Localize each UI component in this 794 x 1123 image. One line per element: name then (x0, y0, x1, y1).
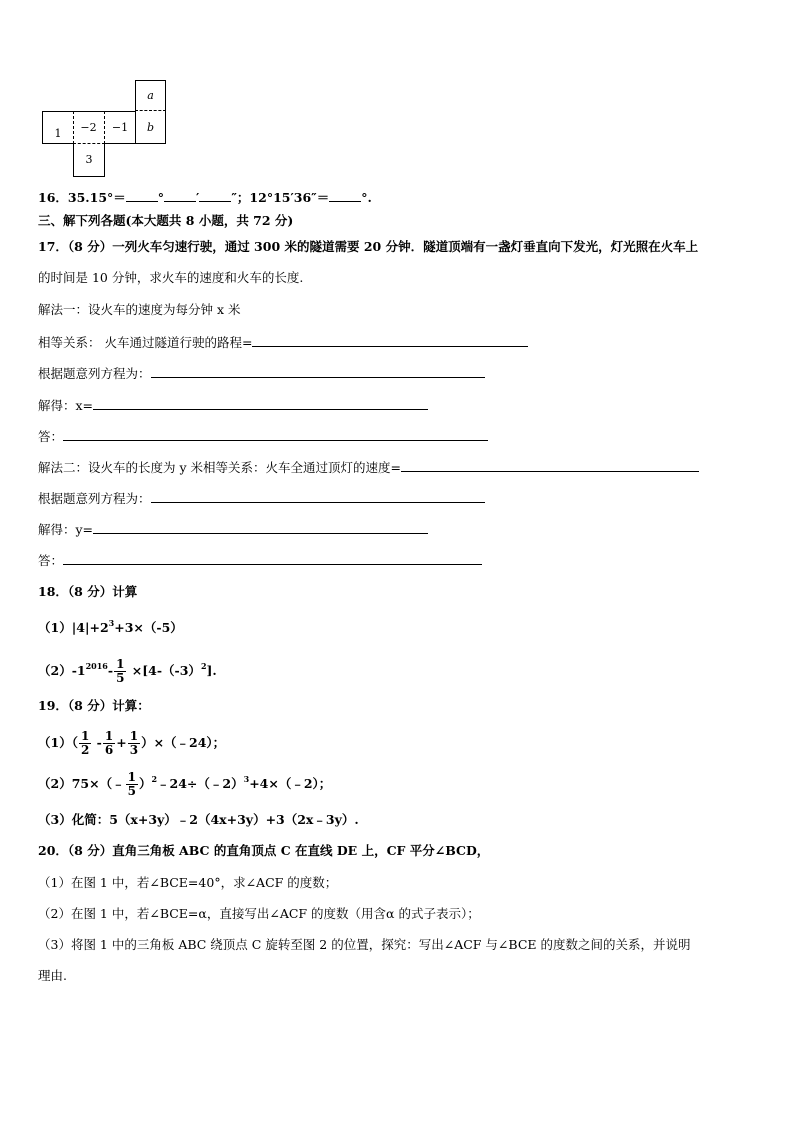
answer-blank[interactable] (93, 397, 428, 410)
net-cell-b (135, 111, 166, 144)
net-cell-minus2 (73, 111, 105, 144)
fraction: $\frac{1}{3}$ (129, 729, 139, 757)
solution-2: 解得：y= (38, 521, 428, 538)
answer-1: 答： (38, 428, 488, 445)
answer-blank[interactable] (401, 459, 699, 472)
answer-blank[interactable] (329, 189, 361, 202)
answer-blank[interactable] (151, 490, 485, 503)
net-label-3: 3 (85, 153, 93, 166)
fraction: $\frac{1}{6}$ (104, 729, 114, 757)
answer-blank[interactable] (126, 189, 158, 202)
answer-blank[interactable] (93, 521, 428, 534)
answer-blank[interactable] (63, 552, 482, 565)
net-label-a: a (147, 89, 154, 102)
question-16: 16．35.15°＝ ° ′ ″；12°15′36″＝ °. (38, 190, 372, 205)
solution-1: 解得：x= (38, 397, 428, 414)
net-label-minus2: −2 (80, 121, 97, 134)
net-cell-a (135, 80, 166, 111)
fraction: $\frac{1}{2}$ (80, 729, 90, 757)
net-label-minus1: −1 (111, 121, 129, 134)
question-18-part1: $(1)|4|+2^3+3\times(-5)$ (38, 618, 183, 635)
fraction: $\frac{1}{5}$ (127, 770, 136, 798)
question-20-part3a: （3）将图 1 中的三角板 ABC 绕顶点 C 旋转至图 2 的位置，探究：写出∠ACF 与∠BCE 的度数之间的关系，并说明 (38, 937, 691, 952)
answer-blank[interactable] (151, 365, 485, 378)
answer-blank[interactable] (63, 428, 488, 441)
equation-2: 根据题意列方程为： (38, 490, 485, 507)
relation-1: 相等关系： 火车通过隧道行驶的路程= (38, 334, 528, 351)
question-20-line1: 20．（8 分）直角三角板 ABC 的直角顶点 C 在直线 DE 上，CF 平分∠BCD， (38, 843, 490, 858)
equation-1: 根据题意列方程为： (38, 365, 485, 382)
net-label-b: b (146, 120, 155, 134)
answer-blank[interactable] (252, 334, 528, 347)
answer-blank[interactable] (164, 189, 196, 202)
net-cell-3 (73, 143, 105, 177)
question-18-part2: $(2)-1^{2016}-$ $\frac{1}{5}$ $\times[4-(-3)^2]$. (38, 657, 217, 685)
question-17-line2: 的时间是 10 分钟，求火车的速度和火车的长度. (38, 270, 304, 285)
method-1: 解法一：设火车的速度为每分钟 x 米 (38, 302, 241, 317)
question-19-part2: （2）75×（﹣ $\frac{1}{5}$ ）$^2$﹣24÷（﹣2）$^3$+4×（﹣2）； (38, 770, 332, 798)
question-20-part2: （2）在图 1 中，若∠BCE=α，直接写出∠ACF 的度数（用含α 的式子表示）； (38, 906, 480, 921)
net-cell-minus1 (104, 111, 136, 144)
net-label-1: 1 (54, 127, 62, 140)
question-20-part3b: 理由. (38, 968, 67, 983)
question-18-title: 18．（8 分）计算 (38, 584, 138, 599)
answer-2: 答： (38, 552, 482, 569)
net-cell-1 (42, 111, 74, 144)
answer-blank[interactable] (199, 189, 231, 202)
method-2: 解法二：设火车的长度为 y 米相等关系：火车全通过顶灯的速度= (38, 459, 699, 476)
question-19-title: 19．（8 分）计算： (38, 698, 150, 713)
question-19-part3: （3）化简：5（x+3y）﹣2（4x+3y）+3（2x﹣3y）. (38, 812, 359, 827)
section-heading: 三、解下列各题(本大题共 8 小题，共 72 分) (38, 213, 294, 228)
fraction: $\frac{1}{5}$ (116, 657, 125, 685)
question-17-line1: 17．（8 分）一列火车匀速行驶，通过 300 米的隧道需要 20 分钟．隧道顶端有一盏灯垂直向下发光，灯光照在火车上 (38, 239, 699, 254)
question-20-part1: （1）在图 1 中，若∠BCE=40°，求∠ACF 的度数； (38, 875, 338, 890)
cube-net-figure (40, 80, 170, 178)
question-19-part1: （1）（ $\frac{1}{2}$ - $\frac{1}{6}$ + $\frac{1}{3}$ ）×（﹣24）； (38, 729, 226, 757)
